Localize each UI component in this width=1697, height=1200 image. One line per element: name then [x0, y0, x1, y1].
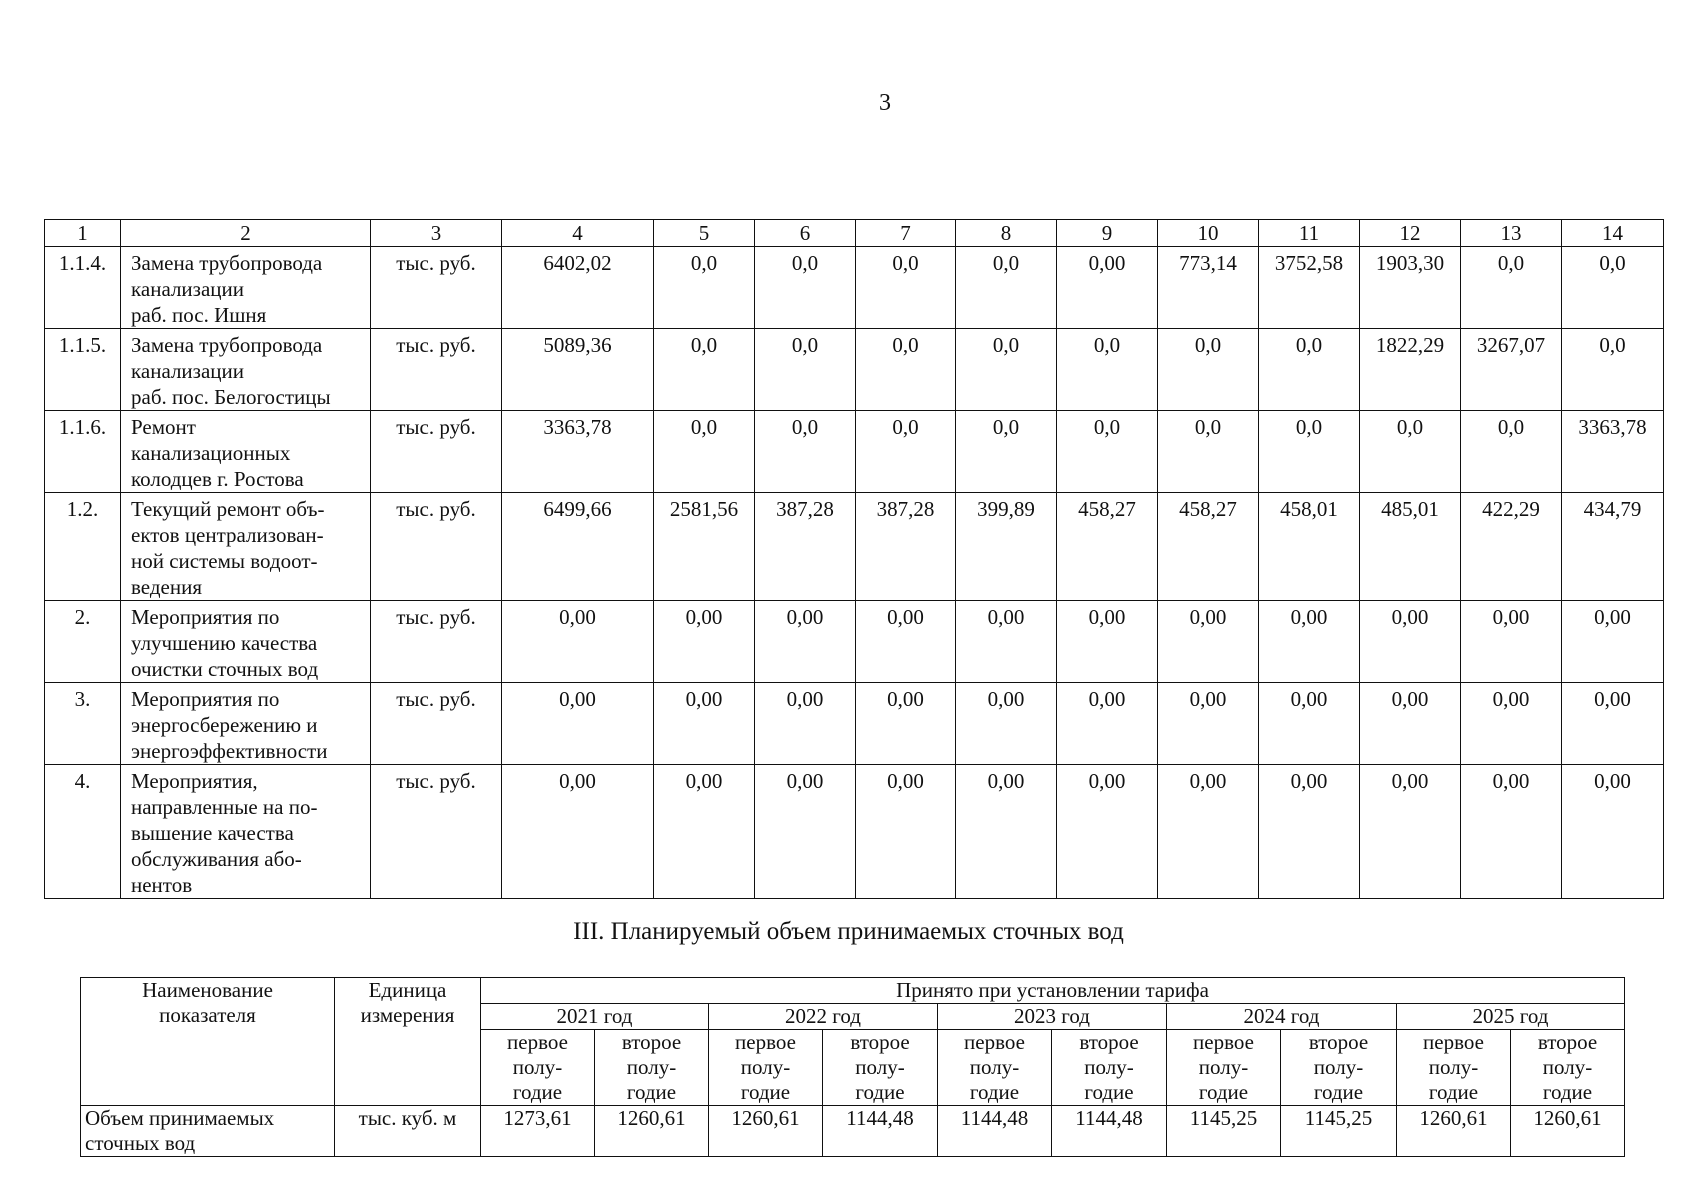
column-header: 14 [1562, 220, 1664, 247]
value-cell: 1822,29 [1360, 329, 1461, 411]
table-row [45, 493, 1664, 601]
measure-name-cell: Мероприятия, направленные на по- вышение качества обслуживания або- нентов [121, 765, 371, 899]
volume-value-cell: 1145,25 [1167, 1106, 1281, 1157]
value-cell: 0,00 [654, 683, 755, 765]
column-header: 13 [1461, 220, 1562, 247]
volume-value-cell: 1144,48 [938, 1106, 1052, 1157]
item-number-cell: 1.1.6. [45, 411, 121, 493]
column-header: 5 [654, 220, 755, 247]
column-header: 7 [856, 220, 956, 247]
item-number-cell: 3. [45, 683, 121, 765]
volume-value-cell: 1260,61 [709, 1106, 823, 1157]
unit-cell: тыс. руб. [371, 683, 502, 765]
column-header: 3 [371, 220, 502, 247]
table-row [45, 329, 1664, 411]
item-number-cell: 2. [45, 601, 121, 683]
half-year-header: второе полу- годие [1511, 1030, 1625, 1106]
year-header: 2021 год [481, 1004, 709, 1030]
item-number-cell: 1.1.5. [45, 329, 121, 411]
column-header: 10 [1158, 220, 1259, 247]
measure-name-cell: Замена трубопровода канализации раб. пос. Белогостицы [121, 329, 371, 411]
measure-name-cell: Текущий ремонт объ- ектов централизован- ной системы водоот- ведения [121, 493, 371, 601]
value-cell: 0,00 [856, 601, 956, 683]
value-cell: 0,00 [654, 765, 755, 899]
value-cell: 0,00 [1562, 601, 1664, 683]
value-cell: 0,00 [1057, 683, 1158, 765]
value-cell: 0,00 [1461, 601, 1562, 683]
value-cell: 0,00 [1461, 765, 1562, 899]
value-cell: 5089,36 [502, 329, 654, 411]
unit-cell: тыс. руб. [371, 765, 502, 899]
measure-name-cell: Замена трубопровода канализации раб. пос. Ишня [121, 247, 371, 329]
measures-table [44, 219, 1664, 899]
volume-value-cell: 1260,61 [1511, 1106, 1625, 1157]
column-header: 8 [956, 220, 1057, 247]
year-header: 2023 год [938, 1004, 1167, 1030]
value-cell: 0,0 [856, 329, 956, 411]
value-cell: 0,00 [502, 765, 654, 899]
value-cell: 2581,56 [654, 493, 755, 601]
value-cell: 0,0 [1360, 411, 1461, 493]
half-year-header: первое полу- годие [1167, 1030, 1281, 1106]
table-row [45, 247, 1664, 329]
value-cell: 434,79 [1562, 493, 1664, 601]
half-year-header: второе полу- годие [595, 1030, 709, 1106]
value-cell: 3363,78 [502, 411, 654, 493]
value-cell: 0,00 [654, 601, 755, 683]
value-cell: 0,00 [856, 765, 956, 899]
half-year-header: второе полу- годие [1281, 1030, 1397, 1106]
value-cell: 0,0 [856, 411, 956, 493]
volume-value-cell: 1144,48 [1052, 1106, 1167, 1157]
half-year-header: второе полу- годие [823, 1030, 938, 1106]
column-header: 2 [121, 220, 371, 247]
value-cell: 0,0 [1259, 411, 1360, 493]
value-cell: 422,29 [1461, 493, 1562, 601]
column-header: 9 [1057, 220, 1158, 247]
indicator-name-header: Наименование показателя [81, 978, 335, 1106]
item-number-cell: 1.1.4. [45, 247, 121, 329]
value-cell: 0,00 [502, 601, 654, 683]
measure-name-cell: Мероприятия по улучшению качества очистки сточных вод [121, 601, 371, 683]
value-cell: 0,00 [1057, 247, 1158, 329]
value-cell: 0,0 [856, 247, 956, 329]
value-cell: 0,0 [1057, 329, 1158, 411]
page-number: 3 [879, 90, 891, 116]
half-year-header: первое полу- годие [709, 1030, 823, 1106]
unit-cell: тыс. куб. м [335, 1106, 481, 1157]
value-cell: 0,0 [654, 329, 755, 411]
unit-cell: тыс. руб. [371, 601, 502, 683]
measures-table-body [45, 247, 1664, 899]
value-cell: 0,0 [755, 329, 856, 411]
value-cell: 6402,02 [502, 247, 654, 329]
value-cell: 0,0 [654, 247, 755, 329]
volume-value-cell: 1260,61 [595, 1106, 709, 1157]
half-year-header: первое полу- годие [481, 1030, 595, 1106]
value-cell: 0,0 [755, 247, 856, 329]
unit-cell: тыс. руб. [371, 493, 502, 601]
value-cell: 3363,78 [1562, 411, 1664, 493]
value-cell: 0,0 [956, 329, 1057, 411]
year-header: 2025 год [1397, 1004, 1625, 1030]
value-cell: 0,00 [1461, 683, 1562, 765]
section-title: III. Планируемый объем принимаемых сточных вод [573, 918, 1124, 945]
unit-cell: тыс. руб. [371, 411, 502, 493]
value-cell: 0,00 [1360, 601, 1461, 683]
table-row [45, 683, 1664, 765]
year-header: 2024 год [1167, 1004, 1397, 1030]
volume-value-cell: 1260,61 [1397, 1106, 1511, 1157]
measure-name-cell: Ремонт канализационных колодцев г. Ростова [121, 411, 371, 493]
table-row [45, 601, 1664, 683]
table-row [45, 411, 1664, 493]
indicator-name-cell: Объем принимаемых сточных вод [81, 1106, 335, 1157]
value-cell: 0,00 [755, 765, 856, 899]
value-cell: 1903,30 [1360, 247, 1461, 329]
value-cell: 0,00 [1562, 765, 1664, 899]
column-header: 4 [502, 220, 654, 247]
value-cell: 0,00 [956, 765, 1057, 899]
column-header: 1 [45, 220, 121, 247]
value-cell: 0,00 [1259, 765, 1360, 899]
table-header-row [45, 220, 1664, 247]
value-cell: 0,00 [1562, 683, 1664, 765]
value-cell: 0,00 [1259, 601, 1360, 683]
year-header: 2022 год [709, 1004, 938, 1030]
value-cell: 0,0 [1259, 329, 1360, 411]
value-cell: 0,00 [1158, 683, 1259, 765]
value-cell: 0,00 [1158, 601, 1259, 683]
value-cell: 458,27 [1057, 493, 1158, 601]
value-cell: 0,0 [1057, 411, 1158, 493]
value-cell: 0,00 [956, 601, 1057, 683]
tariff-group-header: Принято при установлении тарифа [481, 978, 1625, 1004]
value-cell: 0,0 [956, 247, 1057, 329]
value-cell: 0,00 [1360, 765, 1461, 899]
column-header: 11 [1259, 220, 1360, 247]
value-cell: 0,00 [1158, 765, 1259, 899]
value-cell: 0,0 [1461, 247, 1562, 329]
value-cell: 3267,07 [1461, 329, 1562, 411]
table-row [81, 1106, 1625, 1157]
value-cell: 0,00 [856, 683, 956, 765]
value-cell: 0,0 [1158, 411, 1259, 493]
volume-value-cell: 1144,48 [823, 1106, 938, 1157]
unit-cell: тыс. руб. [371, 329, 502, 411]
value-cell: 0,00 [755, 683, 856, 765]
unit-header: Единица измерения [335, 978, 481, 1106]
value-cell: 3752,58 [1259, 247, 1360, 329]
value-cell: 0,00 [755, 601, 856, 683]
measure-name-cell: Мероприятия по энергосбережению и энергоэффективности [121, 683, 371, 765]
value-cell: 458,27 [1158, 493, 1259, 601]
value-cell: 0,0 [1562, 329, 1664, 411]
volume-value-cell: 1273,61 [481, 1106, 595, 1157]
wastewater-volume-table [80, 977, 1625, 1157]
half-year-header: второе полу- годие [1052, 1030, 1167, 1106]
unit-cell: тыс. руб. [371, 247, 502, 329]
volume-value-cell: 1145,25 [1281, 1106, 1397, 1157]
value-cell: 6499,66 [502, 493, 654, 601]
value-cell: 399,89 [956, 493, 1057, 601]
value-cell: 0,0 [1158, 329, 1259, 411]
value-cell: 0,0 [1562, 247, 1664, 329]
table-row [45, 765, 1664, 899]
value-cell: 458,01 [1259, 493, 1360, 601]
value-cell: 0,00 [1259, 683, 1360, 765]
value-cell: 0,00 [1057, 765, 1158, 899]
value-cell: 0,0 [1461, 411, 1562, 493]
value-cell: 485,01 [1360, 493, 1461, 601]
half-year-header: первое полу- годие [1397, 1030, 1511, 1106]
value-cell: 0,00 [1360, 683, 1461, 765]
half-year-header: первое полу- годие [938, 1030, 1052, 1106]
value-cell: 0,0 [654, 411, 755, 493]
column-header: 12 [1360, 220, 1461, 247]
item-number-cell: 1.2. [45, 493, 121, 601]
value-cell: 0,00 [956, 683, 1057, 765]
value-cell: 387,28 [755, 493, 856, 601]
value-cell: 773,14 [1158, 247, 1259, 329]
value-cell: 387,28 [856, 493, 956, 601]
value-cell: 0,0 [956, 411, 1057, 493]
value-cell: 0,0 [755, 411, 856, 493]
value-cell: 0,00 [502, 683, 654, 765]
item-number-cell: 4. [45, 765, 121, 899]
column-header: 6 [755, 220, 856, 247]
value-cell: 0,00 [1057, 601, 1158, 683]
